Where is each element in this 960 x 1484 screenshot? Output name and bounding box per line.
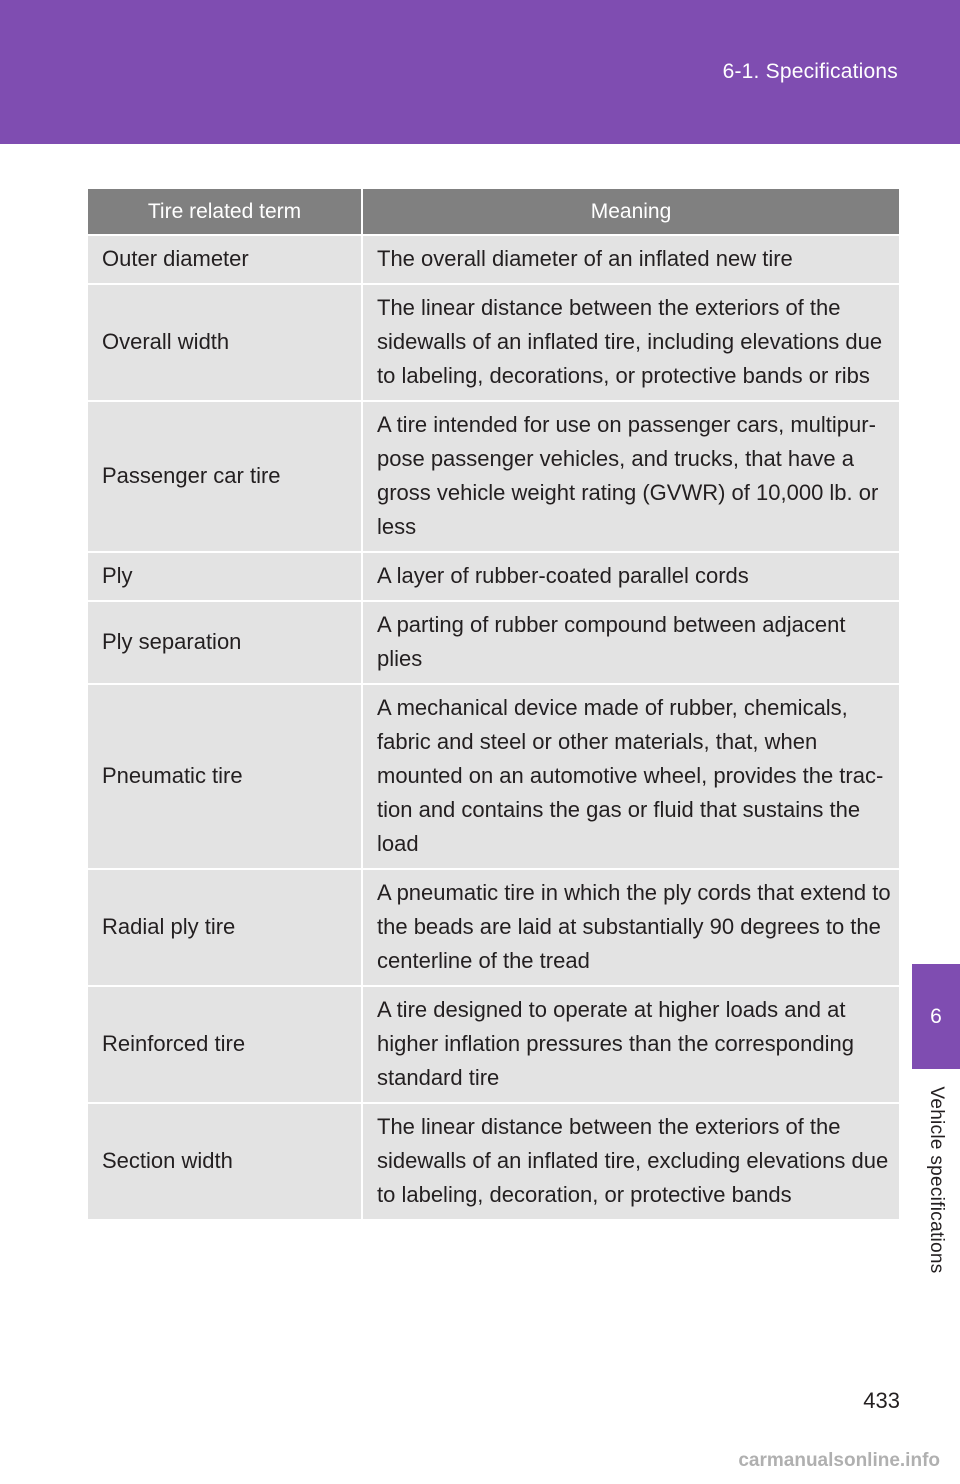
term-cell: Radial ply tire (88, 869, 362, 986)
header-band (0, 0, 960, 144)
chapter-label: Vehicle specifications (926, 1086, 947, 1274)
chapter-tab[interactable] (912, 964, 960, 1069)
table-header-row (88, 189, 899, 235)
watermark: carmanualsonline.info (738, 1450, 940, 1471)
meaning-cell: A tire designed to operate at higher loads and at higher inflation pressures than the corresponding standard tire (362, 986, 899, 1103)
table-row (88, 235, 899, 284)
column-header-meaning: Meaning (362, 189, 899, 235)
meaning-cell: The overall diameter of an inflated new tire (362, 235, 899, 284)
column-header-term: Tire related term (88, 189, 362, 235)
table-row (88, 684, 899, 869)
tire-terms-table (88, 189, 899, 1219)
term-cell: Overall width (88, 284, 362, 401)
table-row (88, 552, 899, 601)
meaning-cell: The linear distance between the exteriors of the sidewalls of an inflated tire, excluding elevations due to labeling, decoration, or protective bands (362, 1103, 899, 1219)
term-cell: Section width (88, 1103, 362, 1219)
meaning-cell: The linear distance between the exteriors of the sidewalls of an inflated tire, including elevations due to labeling, decorations, or protective bands or ribs (362, 284, 899, 401)
meaning-cell: A layer of rubber-coated parallel cords (362, 552, 899, 601)
table-row (88, 401, 899, 552)
term-cell: Ply (88, 552, 362, 601)
meaning-cell: A mechanical device made of rubber, chemicals, fabric and steel or other materials, that, when mounted on an automotive wheel, provides the trac-tion and contains the gas or fluid that sustains the load (362, 684, 899, 869)
term-cell: Outer diameter (88, 235, 362, 284)
meaning-cell: A tire intended for use on passenger cars, multipur-pose passenger vehicles, and trucks, that have a gross vehicle weight rating (GVWR) of 10,000 lb. or less (362, 401, 899, 552)
table-row (88, 1103, 899, 1219)
section-title: 6-1. Specifications (722, 60, 898, 83)
term-cell: Reinforced tire (88, 986, 362, 1103)
chapter-number: 6 (930, 1004, 942, 1028)
term-cell: Passenger car tire (88, 401, 362, 552)
term-cell: Ply separation (88, 601, 362, 684)
table-row (88, 601, 899, 684)
table-row (88, 869, 899, 986)
page-number: 433 (863, 1388, 900, 1413)
meaning-cell: A pneumatic tire in which the ply cords that extend to the beads are laid at substantially 90 degrees to the centerline of the tread (362, 869, 899, 986)
meaning-cell: A parting of rubber compound between adjacent plies (362, 601, 899, 684)
term-cell: Pneumatic tire (88, 684, 362, 869)
table-row (88, 986, 899, 1103)
table-row (88, 284, 899, 401)
